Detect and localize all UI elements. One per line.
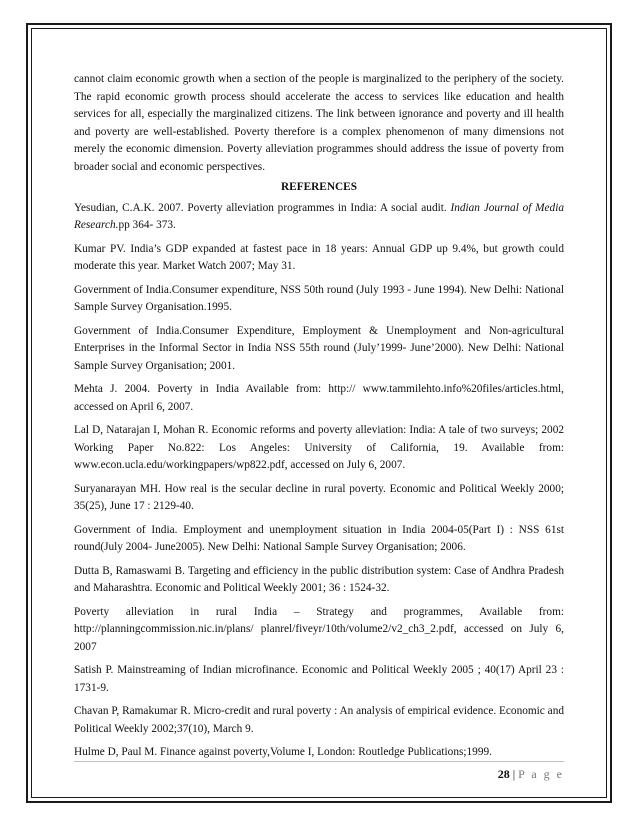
reference-text: Mehta J. 2004. Poverty in India Available from: http:// www.tammilehto.info%20files/articles.html, accessed on April 6, 2007. — [74, 383, 564, 413]
reference-item — [74, 703, 564, 738]
reference-text: Chavan P, Ramakumar R. Micro-credit and rural poverty : An analysis of empirical evidence. Economic and Political Weekly 2002;37(10), March 9. — [74, 705, 564, 735]
reference-pages: pp 364- 373. — [118, 219, 176, 231]
page-content — [74, 71, 564, 768]
reference-text: Government of India.Consumer expenditure, NSS 50th round (July 1993 - June 1994). New Delhi: National Sample Survey Organisation.1995. — [74, 283, 564, 313]
page-number-separator: | — [509, 767, 519, 781]
reference-text: Dutta B, Ramaswami B. Targeting and efficiency in the public distribution system: Case of Andhra Pradesh and Maharashtra. Economic and Political Weekly 2001; 36 : 1524-32. — [74, 564, 564, 594]
reference-text: Suryanarayan MH. How real is the secular decline in rural poverty. Economic and Political Weekly 2000; 35(25), June 17 : 2129-40. — [74, 482, 564, 512]
reference-text: Government of India.Consumer Expenditure, Employment & Unemployment and Non-agricultural Enterprises in the Informal Sector in India NSS 55th round (July’1999- June’2000). New Delhi: National Sample Survey Organisation; 2001. — [74, 324, 564, 372]
body-paragraph: cannot claim economic growth when a section of the people is marginalized to the periphery of the society. The rapid economic growth process should accelerate the access to services like education and health services for all, especially the marginalized citizens. The link between ignorance and poverty and ill health and poverty are well-established. Poverty therefore is a complex phenomenon of many dimensions not merely the economic dimension. Poverty alleviation programmes should address the issue of poverty from broader social and economic perspectives. — [74, 73, 564, 173]
reference-text: Government of India. Employment and unemployment situation in India 2004-05(Part I) : NSS 61st round(July 2004- June2005). New Delhi: National Sample Survey Organisation; 2006. — [74, 523, 564, 553]
reference-text: Yesudian, C.A.K. 2007. Poverty alleviation programmes in India: A social audit. — [74, 201, 451, 214]
reference-item — [74, 200, 564, 235]
reference-item — [74, 241, 564, 276]
reference-text: Poverty alleviation in rural India – Strategy and programmes, Available from: http://planningcommission.nic.in/plans/ planrel/fiveyr/10th/volume2/v2_ch3_2.pdf, accessed on July 6, 2007 — [74, 605, 564, 653]
reference-journal: Indian Journal of Media Research. — [74, 201, 564, 231]
reference-item — [74, 422, 564, 475]
reference-item — [74, 481, 564, 516]
references-list — [74, 200, 564, 762]
page-number: 28 — [497, 767, 510, 781]
reference-text: Lal D, Natarajan I, Mohan R. Economic reforms and poverty alleviation: India: A tale of two surveys; 2002 Working Paper No.822: Los Angeles: University of California, 19. Available from: www.econ.ucla.edu/workingpapers/wp822.pdf, accessed on July 6, 2007. — [74, 424, 564, 471]
page-footer — [74, 761, 564, 782]
reference-text: Hulme D, Paul M. Finance against poverty,Volume I, London: Routledge Publications;1999. — [74, 746, 492, 758]
reference-text: Kumar PV. India’s GDP expanded at fastest pace in 18 years: Annual GDP up 9.4%, but growth could moderate this year. Market Watch 2007; May 31. — [74, 242, 564, 272]
reference-item — [74, 604, 564, 657]
reference-item — [74, 282, 564, 317]
reference-item — [74, 522, 564, 557]
reference-item — [74, 563, 564, 598]
reference-item — [74, 662, 564, 697]
reference-item — [74, 381, 564, 416]
reference-item — [74, 744, 564, 762]
reference-text: Satish P. Mainstreaming of Indian microfinance. Economic and Political Weekly 2005 ; 40(17) April 23 : 1731-9. — [74, 664, 564, 694]
references-heading: REFERENCES — [281, 181, 357, 193]
reference-item — [74, 323, 564, 376]
page-label: P a g e — [518, 767, 564, 781]
